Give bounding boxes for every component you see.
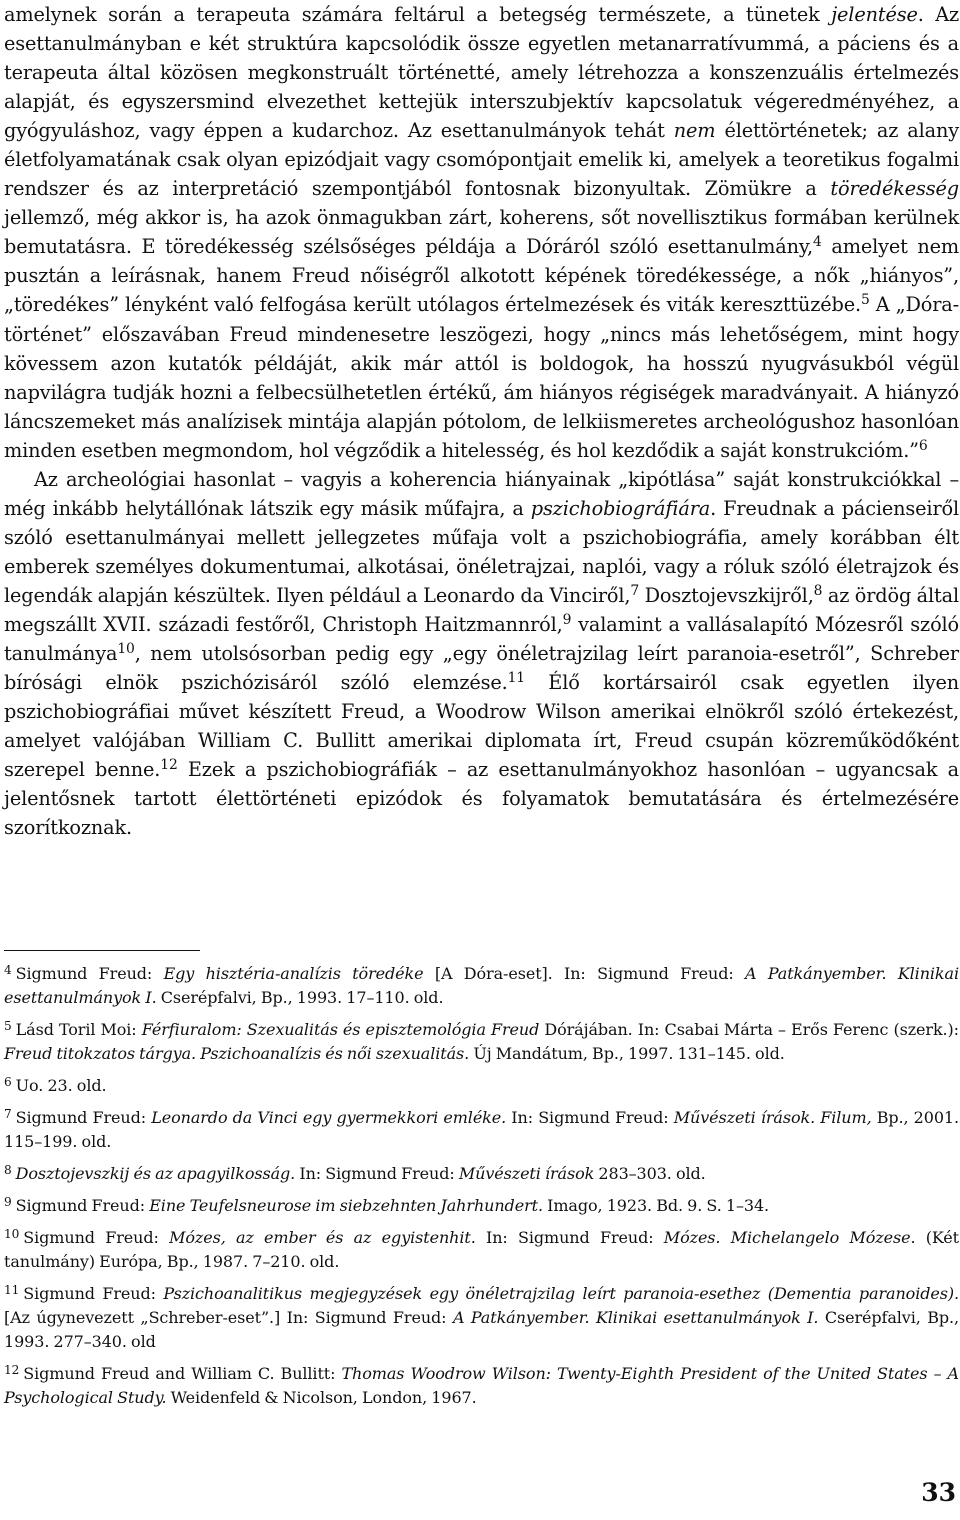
footnote-9: $^9$ Sigmund Freud: Eine Teufelsneurose im siebzehnten Jahrhundert. Imago, 1923. Bd. 9. S. 1–34. xyxy=(4,1194,770,1215)
footnote-ref-5[interactable]: 5 xyxy=(861,292,870,309)
page-number: 33 xyxy=(921,1478,956,1507)
footnote-10: $^{10}$ Sigmund Freud: Mózes, az ember és az egyistenhit. In: Sigmund Freud: Mózes. Michelangelo Mózese. (Két tanulmány) Európa, Bp., 1987. 7–210. old. xyxy=(4,1226,959,1271)
document-page xyxy=(4,0,960,1407)
body-text xyxy=(4,0,959,842)
footnote-8: $^8$ Dosztojevszkij és az apagyilkosság. In: Sigmund Freud: Művészeti írások 283–303. old. xyxy=(4,1162,706,1183)
footnote-ref-8[interactable]: 8 xyxy=(813,582,823,599)
paragraph-1: amelynek során a terapeuta számára feltárul a betegség természete, a tünetek jelentése. Az esettanulmányban e két struktúra kapcsolódik össze egyetlen metanarratívummá, a páciens és a terapeuta által közösen megkonstruált történetté, amely létrehozza a konszenzuális értelmezés alapját, és egyszersmind elvezethet kettejük interszubjektív kapcsolatuk végeredményéhez, a gyógyuláshoz, vagy éppen a kudarchoz. Az esettanulmányok tehát nem élettörténetek; az alany életfolyamatának csak olyan epizódjait vagy csomópontjait emelik ki, amelyek a teoretikus fogalmi rendszer és az interpretáció szempontjából fontosnak bizonyultak. Zömükre a töredékesség jellemző, még akkor is, ha azok önmagukban zárt, koherens, sőt novellisztikus formában kerülnek bemutatásra. E töredékesség szélsőséges példája a Dóráról szóló esettanulmány,$^4$ amelyet nem pusztán a leírásnak, hanem Freud nőiségről alkotott képének töredékessége, a nők „hiányos”, „töredékes” lényként való felfogása került utólagos értelmezések és viták kereszttüzébe.$^5$ A „Dóra-történet” előszavában Freud mindenesetre leszögezi, hogy „nincs más lehetőségem, mint hogy kövessem azon kutatók példáját, akik már attól is boldogok, ha hosszú nyugvásukból végül napvilágra tudják hozni a felbecsülhetetlen értékű, ám hiányos régiségek maradványait. A hiányzó láncszemeket más analízisek mintája alapján pótolom, de lelkiismeretes archeológushoz hasonlóan minden esetben megmondom, hol végződik a hitelesség, és hol kezdődik a saját konstrukcióm.”$^6$ xyxy=(4,3,960,462)
footnote-ref-7[interactable]: 7 xyxy=(630,582,640,599)
paragraph-2: Az archeológiai hasonlat – vagyis a koherencia hiányainak „kipótlása” saját konstrukciókkal – még inkább helytállónak látszik egy másik műfajra, a pszichobiográfiára. Freudnak a pácienseiről szóló esettanulmányai mellett jellegzetes műfaja volt a pszichobiográfia, amely korábban élt emberek személyes dokumentumai, alkotásai, önéletrajzai, naplói, vagy a róluk szóló életrajzok és legendák alapján készültek. Ilyen például a Leonardo da Vinciről,$^7$ Dosztojevszkijről,$^8$ az ördög által megszállt XVII. századi festőről, Christoph Haitzmannról,$^9$ valamint a vallásalapító Mózesről szóló tanulmánya$^{10}$, nem utolsósorban pedig egy „egy önéletrajzilag leírt paranoia-esetről”, Schreber bírósági elnök pszichózisáról szóló elemzése.$^{11}$ Élő kortársairól csak egyetlen ilyen pszichobiográfiai művet készített Freud, a Woodrow Wilson amerikai elnökről szóló értekezést, amelyet valójában William C. Bullitt amerikai diplomata írt, Freud csupán közreműködőként szerepel benne.$^{12}$ Ezek a pszichobiográfiák – az esettanulmányokhoz hasonlóan – ugyancsak a jelentősnek tartott élettörténeti epizódok és folyamatok bemutatására és értelmezésére szorítkoznak. xyxy=(4,467,960,840)
footnote-ref-6[interactable]: 6 xyxy=(918,437,928,454)
footnote-4: $^4$ Sigmund Freud: Egy hisztéria-analízis töredéke [A Dóra-eset]. In: Sigmund Freud: A Patkányember. Klinikai esettanulmányok I. Cserépfalvi, Bp., 1993. 17–110. old. xyxy=(4,962,959,1007)
footnote-5: $^5$ Lásd Toril Moi: Férfiuralom: Szexualitás és episztemológia Freud Dórájában. In: Csabai Márta – Erős Ferenc (szerk.): Freud titokzatos tárgya. Pszichoanalízis és női szexualitás. Új Mandátum, Bp., 1997. 131–145. old. xyxy=(4,1018,959,1063)
footnote-ref-11[interactable]: 11 xyxy=(507,669,525,686)
footnote-11: $^{11}$ Sigmund Freud: Pszichoanalitikus megjegyzések egy önéletrajzilag leírt paranoia-esethez (Dementia paranoides). [Az úgynevezett „Schreber-eset”.] In: Sigmund Freud: A Patkányember. Klinikai esettanulmányok I. Cserépfalvi, Bp., 1993. 277–340. old xyxy=(4,1282,959,1351)
footnote-12: $^{12}$ Sigmund Freud and William C. Bullitt: Thomas Woodrow Wilson: Twenty-Eighth President of the United States – A Psychological Study. Weidenfeld & Nicolson, London, 1967. xyxy=(4,1362,959,1407)
footnote-divider xyxy=(4,950,200,951)
footnote-7: $^7$ Sigmund Freud: Leonardo da Vinci egy gyermekkori emléke. In: Sigmund Freud: Művészeti írások. Filum, Bp., 2001. 115–199. old. xyxy=(4,1106,959,1151)
footnote-ref-9[interactable]: 9 xyxy=(562,611,572,628)
footnote-ref-12[interactable]: 12 xyxy=(160,757,178,773)
footnote-6: $^6$ Uo. 23. old. xyxy=(4,1074,107,1095)
footnotes xyxy=(4,962,959,1418)
footnote-ref-10[interactable]: 10 xyxy=(117,640,135,657)
footnote-ref-4[interactable]: 4 xyxy=(813,234,822,251)
